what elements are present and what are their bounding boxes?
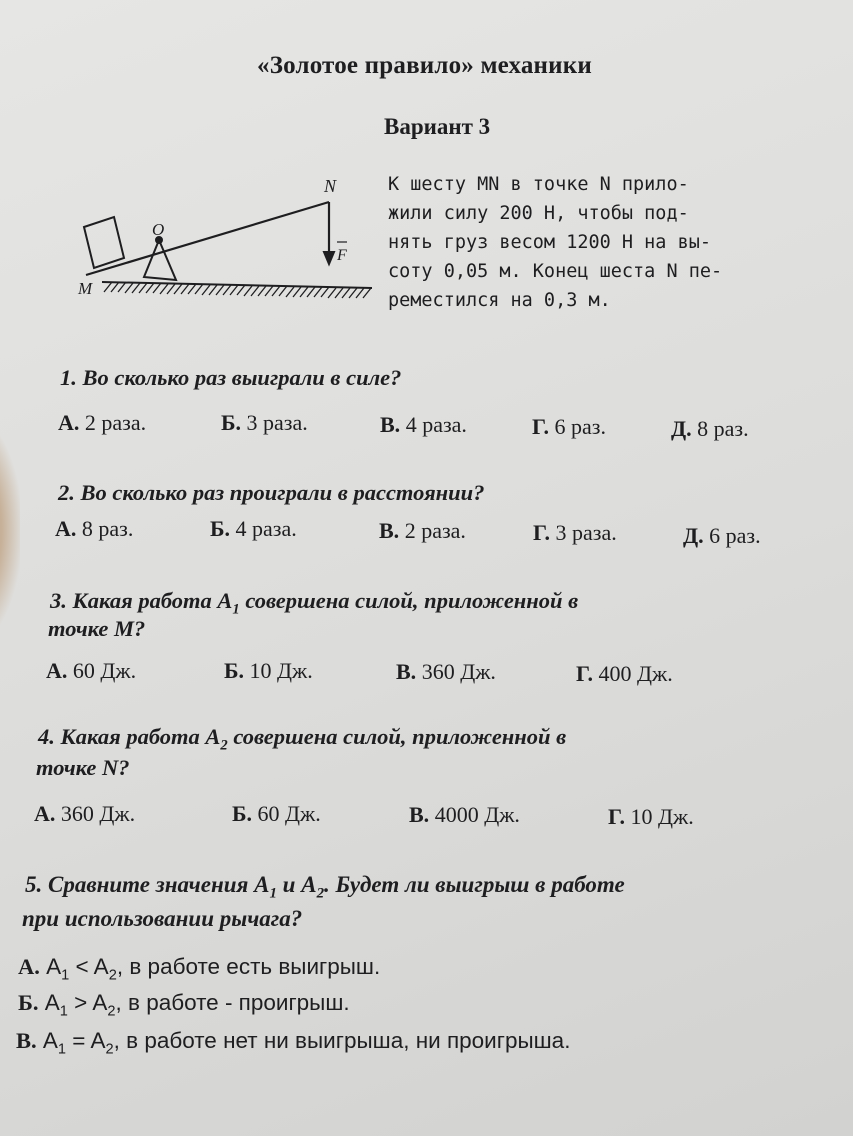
problem-line: нять груз весом 1200 Н на вы-	[388, 232, 712, 253]
problem-line: соту 0,05 м. Конец шеста N пе-	[388, 261, 723, 282]
option-c: В. 4 раза.	[380, 412, 467, 437]
option-e: Д. 8 раз.	[671, 416, 749, 441]
answer-a: А. $A_1 < A_2$, в работе есть выигрыш.	[18, 954, 381, 984]
label-o: O	[152, 220, 165, 239]
question-3: 3. Какая работа $A_1$ совершена силой, приложенной в	[50, 588, 579, 618]
problem-statement	[388, 170, 808, 315]
option-d: Г. 400 Дж.	[576, 661, 673, 686]
lever-diagram	[74, 172, 374, 302]
option-b: Б. 10 Дж.	[224, 658, 313, 683]
option-a: А. 8 раз.	[55, 516, 134, 541]
problem-line: реместился на 0,3 м.	[388, 290, 611, 311]
option-d: Г. 6 раз.	[532, 414, 606, 439]
option-c: В. 4000 Дж.	[409, 802, 520, 827]
page-title: «Золотое правило» механики	[257, 52, 592, 79]
lever-bar	[86, 202, 329, 275]
option-b: Б. 60 Дж.	[232, 801, 321, 826]
problem-line: К шесту MN в точке N прило-	[388, 174, 689, 195]
option-e: Д. 6 раз.	[683, 523, 761, 548]
question-2: 2. Во сколько раз проиграли в расстоянии?	[58, 480, 485, 505]
option-c: В. 360 Дж.	[396, 659, 496, 684]
variant-heading: Вариант 3	[384, 114, 491, 139]
label-n: N	[324, 176, 337, 196]
question-1: 1. Во сколько раз выиграли в силе?	[60, 365, 402, 390]
option-d: Г. 3 раза.	[533, 520, 617, 545]
answer-b: Б. $A_1 > A_2$, в работе - проигрыш.	[18, 990, 350, 1020]
option-b: Б. 4 раза.	[210, 516, 297, 541]
finger-shadow	[0, 420, 20, 640]
answer-c: В. $A_1 = A_2$, в работе нет ни выигрыша, ни проигрыша.	[16, 1028, 571, 1058]
option-a: А. 60 Дж.	[46, 658, 137, 683]
question-4-line-2: точке N?	[36, 755, 130, 780]
question-1-options	[58, 410, 818, 440]
fulcrum	[144, 240, 176, 280]
force-arrow-head	[324, 252, 334, 264]
question-3-options	[46, 658, 806, 688]
question-4: 4. Какая работа $A_2$ совершена силой, приложенной в	[38, 724, 567, 754]
label-f: F	[337, 247, 347, 264]
question-5: 5. Сравните значения $A_1$ и $A_2$. Будет ли выигрыш в работе	[25, 872, 625, 902]
load-box	[84, 217, 124, 268]
question-2-options	[55, 516, 815, 546]
option-b: Б. 3 раза.	[221, 410, 308, 435]
option-c: В. 2 раза.	[379, 518, 466, 543]
option-d: Г. 10 Дж.	[608, 804, 694, 829]
problem-line: жили силу 200 Н, чтобы под-	[388, 203, 689, 224]
label-m: M	[78, 279, 93, 298]
question-3-line-2: точке M?	[48, 616, 146, 641]
option-a: А. 360 Дж.	[34, 801, 136, 826]
question-5-line-2: при использовании рычага?	[22, 906, 303, 931]
question-4-options	[34, 801, 794, 831]
option-a: А. 2 раза.	[58, 410, 147, 435]
